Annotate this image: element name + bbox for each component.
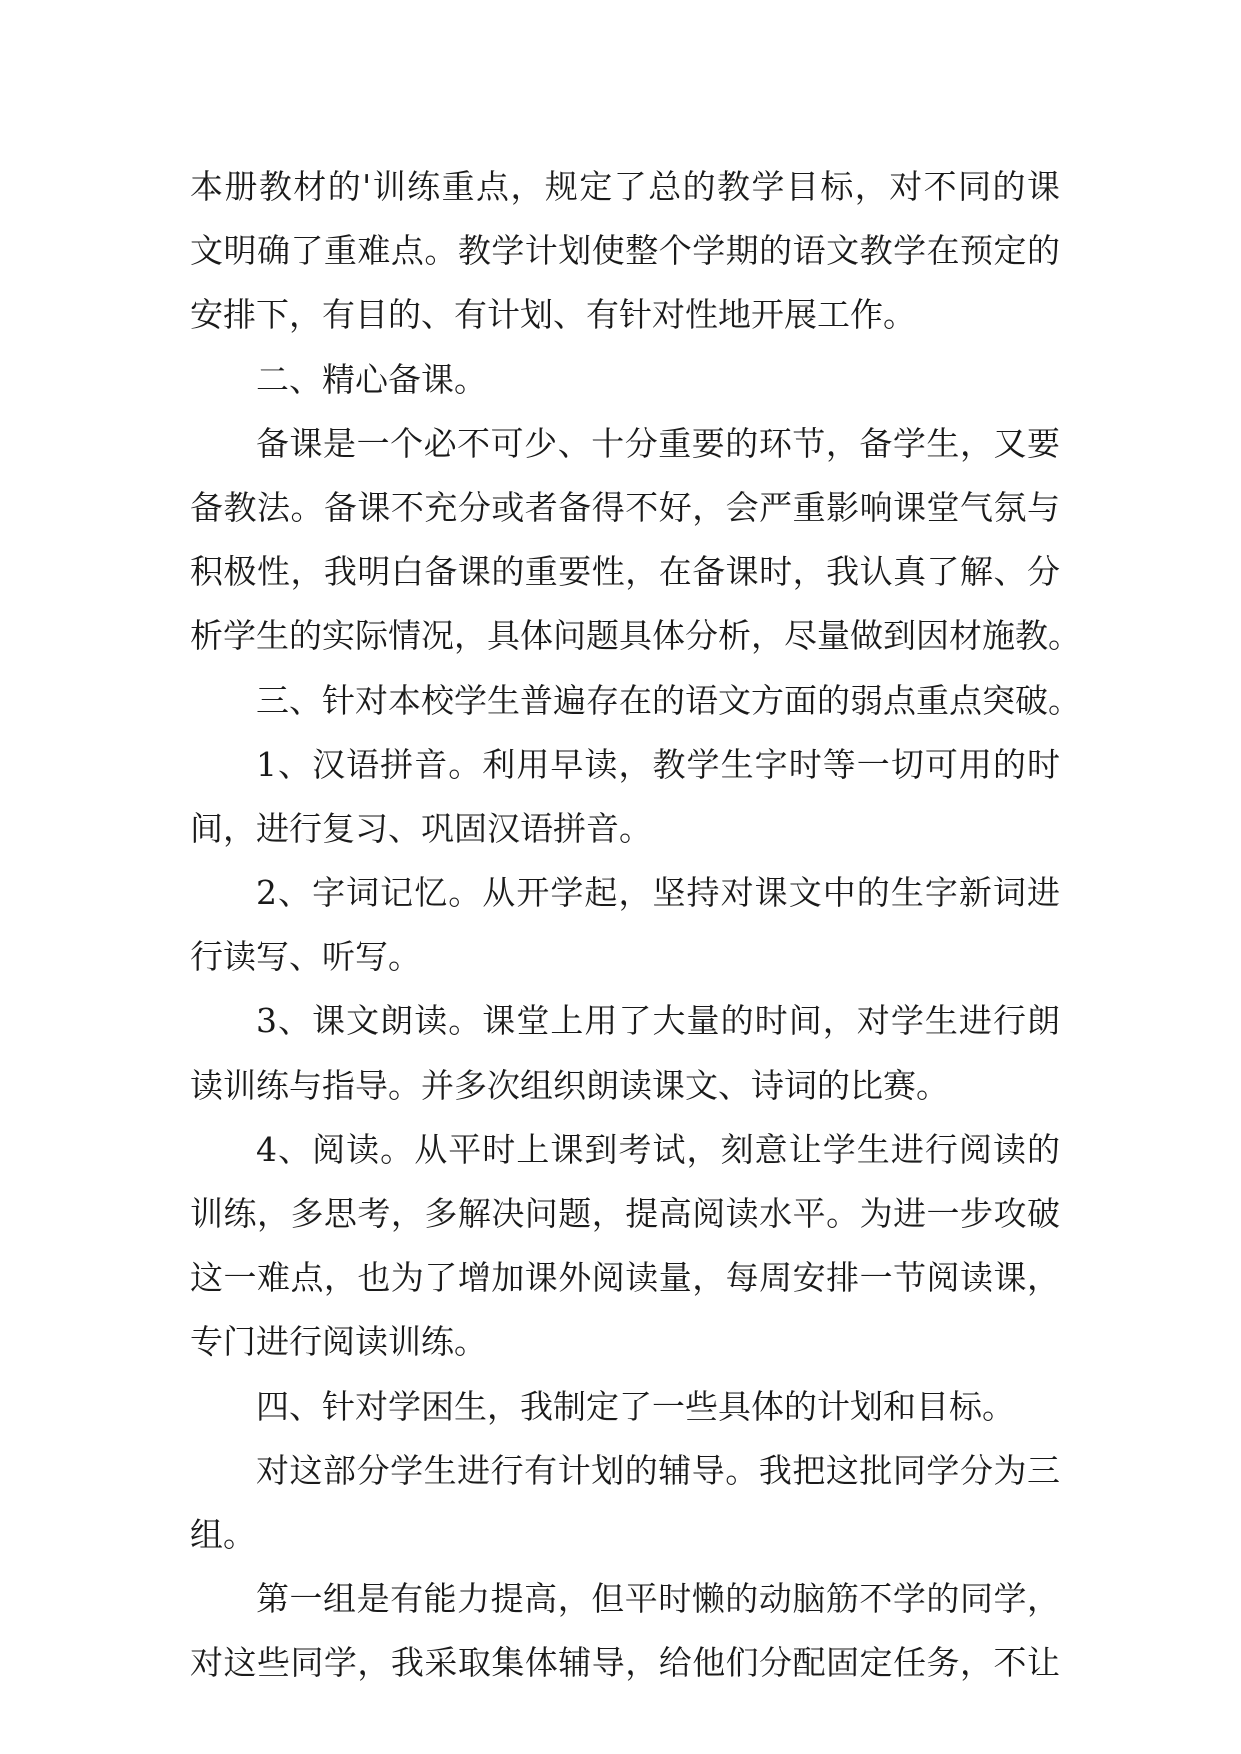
text-line: 行读写、听写。 bbox=[190, 937, 421, 977]
text-line: 备课是一个必不可少、十分重要的环节，备学生，又要 bbox=[256, 423, 1060, 463]
text-line: 专门进行阅读训练。 bbox=[190, 1322, 487, 1362]
text-line: 三、针对本校学生普遍存在的语文方面的弱点重点突破。 bbox=[256, 680, 1081, 720]
document-body bbox=[190, 155, 1081, 1696]
text-line: 读训练与指导。并多次组织朗读课文、诗词的比赛。 bbox=[190, 1065, 949, 1105]
text-line: 第一组是有能力提高，但平时懒的动脑筋不学的同学， bbox=[256, 1579, 1060, 1619]
text-line: 2、字词记忆。从开学起，坚持对课文中的生字新词进 bbox=[256, 873, 1060, 913]
text-line: 1、汉语拼音。利用早读，教学生字时等一切可用的时 bbox=[256, 744, 1060, 784]
text-line: 4、阅读。从平时上课到考试，刻意让学生进行阅读的 bbox=[256, 1129, 1060, 1169]
text-line: 训练，多思考，多解决问题，提高阅读水平。为进一步攻破 bbox=[190, 1194, 1060, 1233]
text-line: 对这部分学生进行有计划的辅导。我把这批同学分为三 bbox=[256, 1450, 1060, 1490]
text-line: 四、针对学困生，我制定了一些具体的计划和目标。 bbox=[256, 1386, 1015, 1426]
text-line: 安排下，有目的、有计划、有针对性地开展工作。 bbox=[190, 295, 916, 335]
text-line: 这一难点，也为了增加课外阅读量，每周安排一节阅读课， bbox=[190, 1258, 1060, 1298]
text-line: 间，进行复习、巩固汉语拼音。 bbox=[190, 808, 652, 848]
text-line: 对这些同学，我采取集体辅导，给他们分配固定任务，不让 bbox=[190, 1643, 1060, 1683]
text-line: 析学生的实际情况，具体问题具体分析，尽量做到因材施教。 bbox=[190, 616, 1081, 656]
text-line: 本册教材的'训练重点，规定了总的教学目标，对不同的课 bbox=[190, 167, 1060, 206]
text-line: 备教法。备课不充分或者备得不好，会严重影响课堂气氛与 bbox=[190, 487, 1060, 527]
text-line: 3、课文朗读。课堂上用了大量的时间，对学生进行朗 bbox=[256, 1001, 1060, 1041]
text-line: 文明确了重难点。教学计划使整个学期的语文教学在预定的 bbox=[190, 231, 1060, 271]
text-line: 二、精心备课。 bbox=[256, 359, 487, 399]
text-line: 积极性，我明白备课的重要性，在备课时，我认真了解、分 bbox=[190, 552, 1060, 592]
text-line: 组。 bbox=[190, 1514, 256, 1554]
